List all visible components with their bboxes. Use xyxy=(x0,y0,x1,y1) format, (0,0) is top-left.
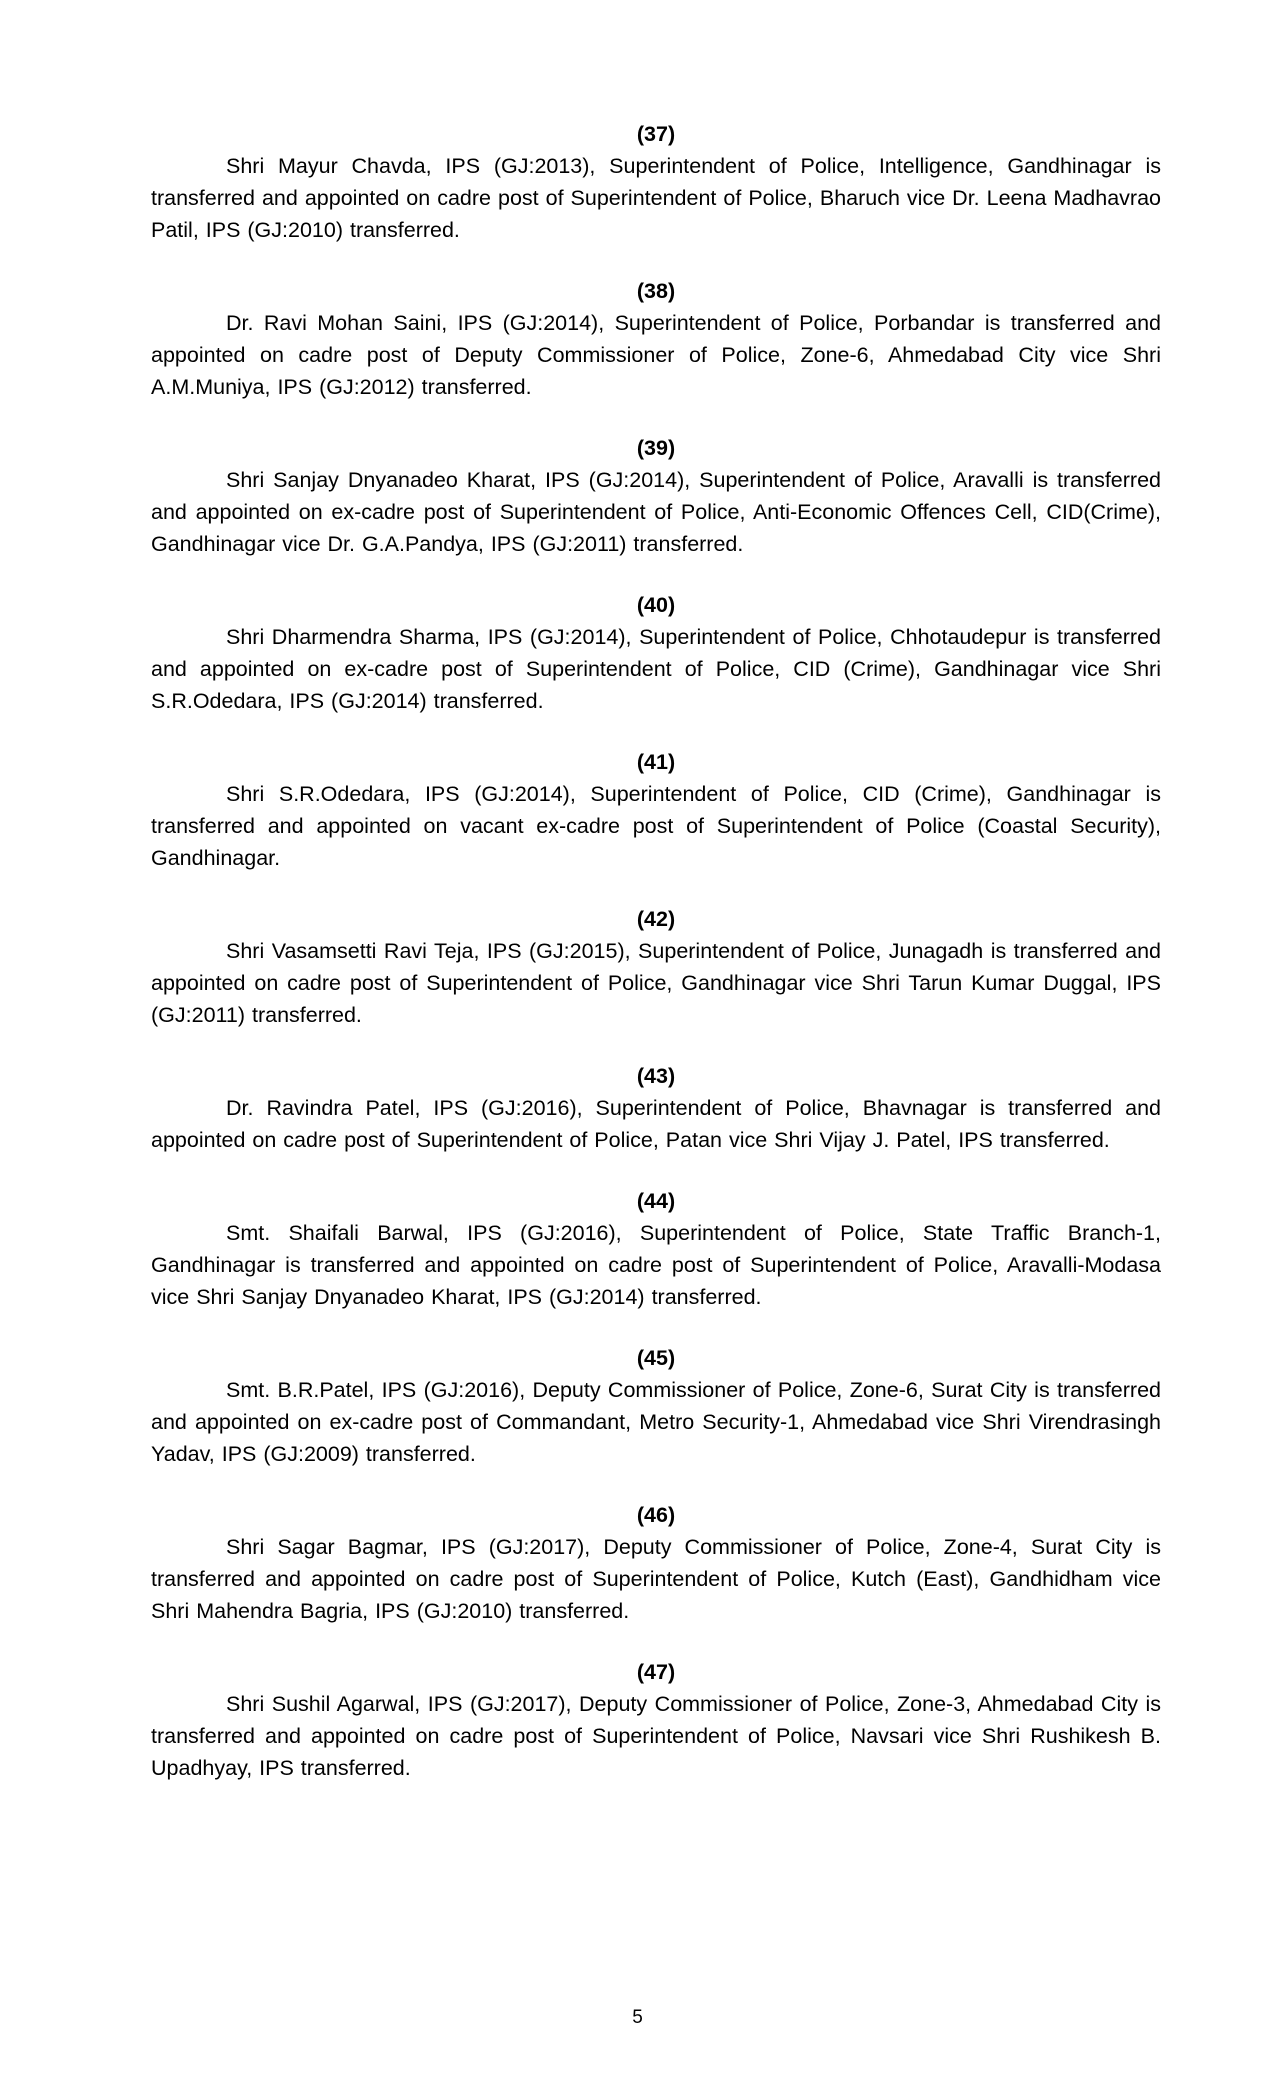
entry-number: (44) xyxy=(636,1189,676,1213)
transfer-entry xyxy=(151,589,1161,717)
entry-number: (40) xyxy=(636,593,676,617)
transfer-entry xyxy=(151,746,1161,874)
entry-number: (43) xyxy=(636,1064,676,1088)
entry-text: Shri S.R.Odedara, IPS (GJ:2014), Superintendent of Police, CID (Crime), Gandhinagar is transferred and appointed on vacant ex-cadre post of Superintendent of Police (Coastal Security), Gandhinagar. xyxy=(151,782,1161,870)
entry-number: (41) xyxy=(636,750,676,774)
transfer-order-list xyxy=(151,118,1161,1784)
entry-text: Smt. Shaifali Barwal, IPS (GJ:2016), Superintendent of Police, State Traffic Branch-1, Gandhinagar is transferred and appointed on cadre post of Superintendent of Police, Aravalli-Modasa vice Shri Sanjay Dnyanadeo Kharat, IPS (GJ:2014) transferred. xyxy=(151,1221,1161,1309)
transfer-entry xyxy=(151,903,1161,1031)
entry-number: (42) xyxy=(636,907,676,931)
entry-text: Smt. B.R.Patel, IPS (GJ:2016), Deputy Commissioner of Police, Zone-6, Surat City is transferred and appointed on ex-cadre post of Commandant, Metro Security-1, Ahmedabad vice Shri Virendrasingh Yadav, IPS (GJ:2009) transferred. xyxy=(151,1378,1161,1466)
transfer-entry xyxy=(151,275,1161,403)
entry-number: (38) xyxy=(636,279,676,303)
entry-text: Shri Dharmendra Sharma, IPS (GJ:2014), Superintendent of Police, Chhotaudepur is transferred and appointed on ex-cadre post of Superintendent of Police, CID (Crime), Gandhinagar vice Shri S.R.Odedara, IPS (GJ:2014) transferred. xyxy=(151,625,1161,713)
entry-number: (45) xyxy=(636,1346,676,1370)
transfer-entry xyxy=(151,1342,1161,1470)
entry-number: (47) xyxy=(636,1660,676,1684)
entry-text: Dr. Ravindra Patel, IPS (GJ:2016), Superintendent of Police, Bhavnagar is transferred and appointed on cadre post of Superintendent of Police, Patan vice Shri Vijay J. Patel, IPS transferred. xyxy=(151,1096,1161,1152)
entry-number: (39) xyxy=(636,436,676,460)
transfer-entry xyxy=(151,1656,1161,1784)
entry-text: Shri Sanjay Dnyanadeo Kharat, IPS (GJ:2014), Superintendent of Police, Aravalli is transferred and appointed on ex-cadre post of Superintendent of Police, Anti-Economic Offences Cell, CID(Crime), Gandhinagar vice Dr. G.A.Pandya, IPS (GJ:2011) transferred. xyxy=(151,468,1161,556)
entry-text: Shri Sagar Bagmar, IPS (GJ:2017), Deputy Commissioner of Police, Zone-4, Surat City is transferred and appointed on cadre post of Superintendent of Police, Kutch (East), Gandhidham vice Shri Mahendra Bagria, IPS (GJ:2010) transferred. xyxy=(151,1535,1161,1623)
transfer-entry xyxy=(151,118,1161,246)
page-number: 5 xyxy=(632,2007,643,2028)
entry-text: Shri Sushil Agarwal, IPS (GJ:2017), Deputy Commissioner of Police, Zone-3, Ahmedabad City is transferred and appointed on cadre post of Superintendent of Police, Navsari vice Shri Rushikesh B. Upadhyay, IPS transferred. xyxy=(151,1692,1161,1780)
entry-number: (46) xyxy=(636,1503,676,1527)
transfer-entry xyxy=(151,432,1161,560)
entry-text: Shri Vasamsetti Ravi Teja, IPS (GJ:2015), Superintendent of Police, Junagadh is transferred and appointed on cadre post of Superintendent of Police, Gandhinagar vice Shri Tarun Kumar Duggal, IPS (GJ:2011) transferred. xyxy=(151,939,1161,1027)
transfer-entry xyxy=(151,1060,1161,1156)
transfer-entry xyxy=(151,1185,1161,1313)
entry-text: Dr. Ravi Mohan Saini, IPS (GJ:2014), Superintendent of Police, Porbandar is transferred and appointed on cadre post of Deputy Commissioner of Police, Zone-6, Ahmedabad City vice Shri A.M.Muniya, IPS (GJ:2012) transferred. xyxy=(151,311,1161,399)
entry-text: Shri Mayur Chavda, IPS (GJ:2013), Superintendent of Police, Intelligence, Gandhinagar is transferred and appointed on cadre post of Superintendent of Police, Bharuch vice Dr. Leena Madhavrao Patil, IPS (GJ:2010) transferred. xyxy=(151,154,1161,242)
entry-number: (37) xyxy=(636,122,676,146)
transfer-entry xyxy=(151,1499,1161,1627)
